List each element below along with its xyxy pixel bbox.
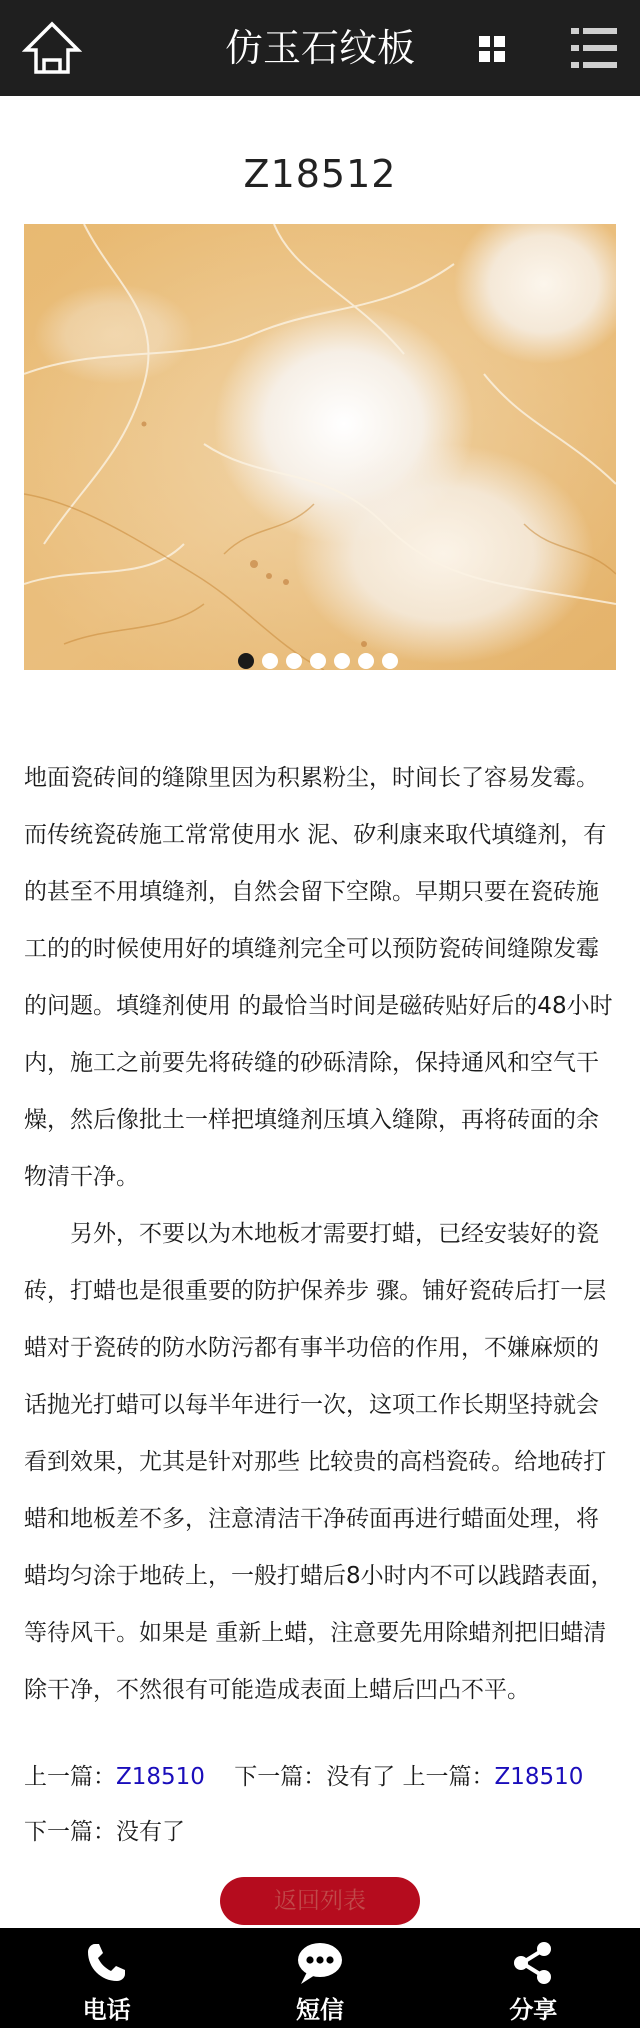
prev-label: 上一篇：: [24, 1764, 116, 1790]
list-menu-icon[interactable]: [571, 26, 617, 70]
article-paragraph: 另外，不要以为木地板才需要打蜡，已经安装好的瓷砖，打蜡也是很重要的防护保养步 骤。铺好瓷砖后打一层蜡对于瓷砖的防水防污都有事半功倍的作用，不嫌麻烦的话抛光打蜡可以每半年进行一次，这项工作长期坚持就会看到效果，尤其是针对那些 比较贵的高档瓷砖。给地砖打蜡和地板差不多，注意清洁干净砖面再进行蜡面处理，将蜡均匀涂于地砖上，一般打蜡后8小时内不可以践踏表面，等待风干。如果是 重新上蜡，注意要先用除蜡剂把旧蜡清除干净，不然很有可能造成表面上蜡后凹凸不平。: [24, 1221, 614, 1703]
marble-texture-image: [24, 224, 616, 670]
bottom-action-bar: [0, 1928, 640, 2028]
top-header: [0, 0, 640, 96]
phone-icon: [85, 1940, 129, 1984]
slider-dot[interactable]: [358, 653, 374, 669]
phone-button[interactable]: [0, 1928, 213, 2028]
slider-dot[interactable]: [286, 653, 302, 669]
prev-label: 上一篇：: [402, 1764, 495, 1790]
next-label: 下一篇：没有了: [234, 1764, 396, 1790]
slider-dot[interactable]: [382, 653, 398, 669]
slider-dot[interactable]: [310, 653, 326, 669]
article-paragraph: 地面瓷砖间的缝隙里因为积累粉尘，时间长了容易发霉。而传统瓷砖施工常常使用水 泥、矽利康来取代填缝剂，有的甚至不用填缝剂，自然会留下空隙。早期只要在瓷砖施工的的时候使用好的填缝剂完全可以预防瓷砖间缝隙发霉的问题。填缝剂使用 的最恰当时间是磁砖贴好后的48小时内，施工之前要先将砖缝的砂砾清除，保持通风和空气干燥，然后像批土一样把填缝剂压填入缝隙，再将砖面的余物清干净。: [24, 765, 613, 1190]
prev-next-nav: [24, 1750, 616, 1860]
slider-dot[interactable]: [334, 653, 350, 669]
share-label: 分享: [509, 1996, 558, 2024]
slider-dots: [238, 653, 398, 671]
prev-article-link[interactable]: Z18510: [116, 1764, 205, 1790]
phone-label: 电话: [82, 1996, 131, 2024]
sms-label: 短信: [295, 1996, 344, 2024]
next-label: 下一篇：没有了: [24, 1819, 185, 1845]
prev-article-link[interactable]: Z18510: [494, 1764, 584, 1790]
grid-icon[interactable]: [477, 34, 507, 64]
sms-icon: [295, 1940, 345, 1986]
product-title: Z18512: [243, 152, 397, 196]
sms-button[interactable]: [213, 1928, 426, 2028]
slider-dot[interactable]: [262, 653, 278, 669]
slider-dot[interactable]: [238, 653, 254, 669]
back-to-list-button[interactable]: 返回列表: [220, 1877, 420, 1925]
product-image-slider[interactable]: [24, 224, 616, 670]
article-body: [24, 750, 616, 1719]
share-icon: [510, 1940, 556, 1986]
page-title: 仿玉石纹板: [224, 26, 415, 70]
share-button[interactable]: [427, 1928, 640, 2028]
